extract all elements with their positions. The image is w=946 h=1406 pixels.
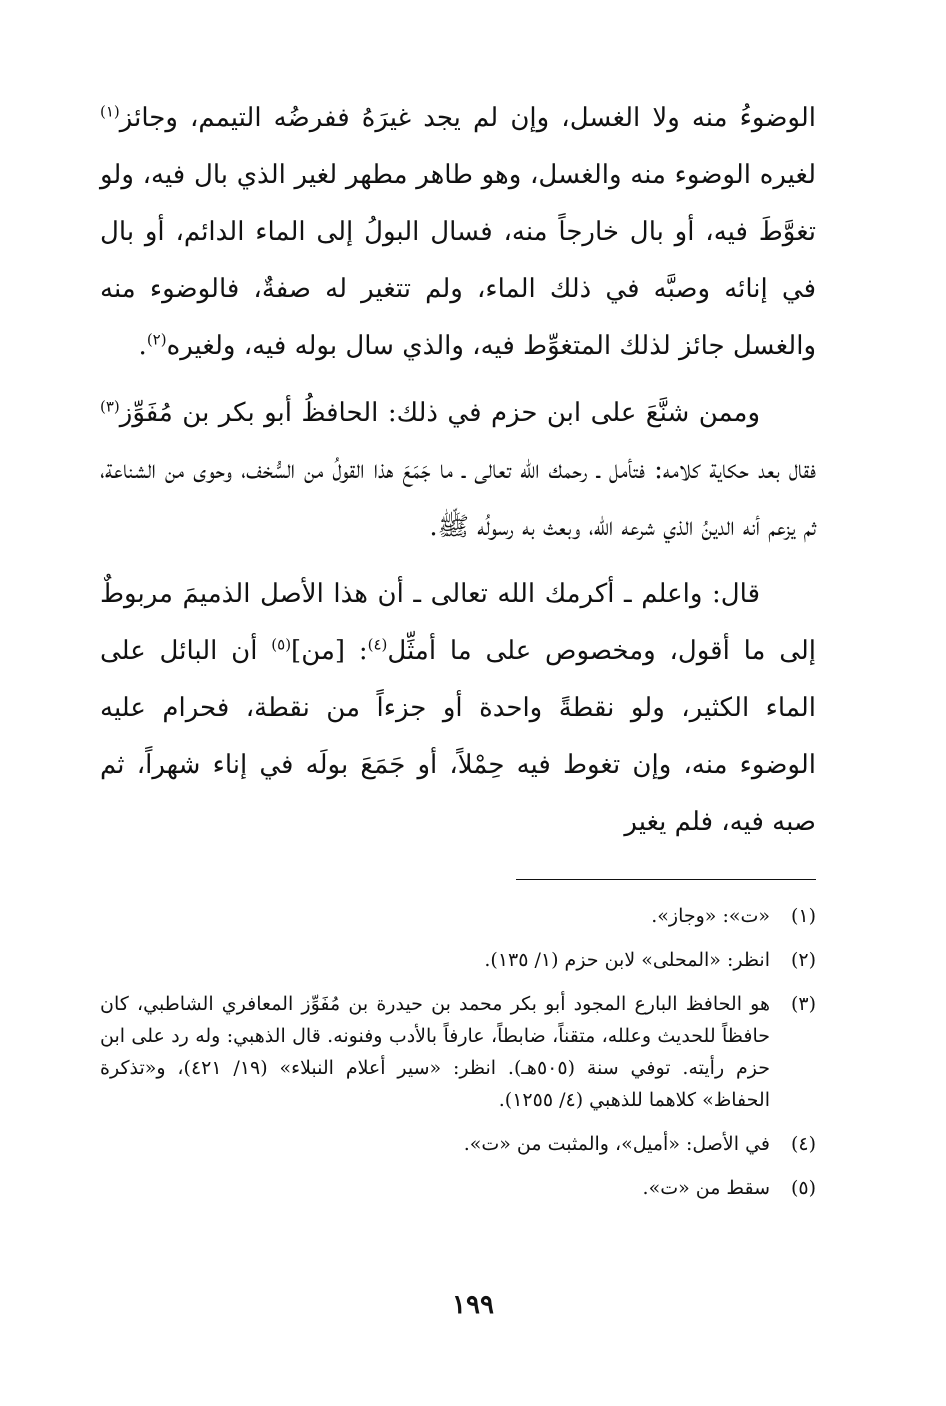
footnote — [100, 1172, 816, 1204]
body-text: قال: واعلم ـ أكرمك الله تعالى ـ أن هذا الأصل الذميمَ مربوطٌ إلى ما أقول، ومخصوص على ما أمثِّل — [100, 579, 817, 666]
body-text: . — [138, 331, 147, 361]
footnote-number: (٤) — [790, 1133, 816, 1155]
footnote-ref: (٥) — [271, 635, 292, 654]
footnote-text: هو الحافظ البارع المجود أبو بكر محمد بن حيدرة بن مُفَوِّز المعافري الشاطبي، كان حافظاً للحديث وعلله، متقناً، ضابطاً، عارفاً بالأدب وفنونه. قال الذهبي: وله رد على ابن حزم رأيته. توفي سنة (٥٠٥هـ). انظر: «سير أعلام النبلاء» (١٩/ ٤٢١)، و«تذكرة الحفاظ» كلاهما للذهبي (٤/ ١٢٥٥). — [100, 993, 770, 1111]
body-text: فقال بعد حكاية كلامه: فتأمل ـ رحمك الله تعالى ـ ما جَمَعَ هذا القولُ من السُّخف، وحوى من الشناعة، ثم يزعم أنه الدينُ الذي شرعه الله، وبعث به رسولُه ﷺ. — [100, 455, 816, 542]
body-text: لغيره الوضوء منه والغسل، وهو طاهر مطهر لغير الذي بال فيه، ولو تغوَّطَ فيه، أو بال خارجاً منه، فسال البولُ إلى الماء الدائم، أو بال في إنائه وصبَّه في ذلك الماء، ولم تتغير له صفةٌ، فالوضوء منه والغسل جائز لذلك المتغوِّط فيه، والذي سال بوله فيه، ولغيره — [100, 160, 816, 361]
footnote-text: سقط من «ت». — [642, 1177, 770, 1199]
body-paragraph — [100, 385, 816, 556]
footnote — [100, 900, 816, 932]
footnote-text: انظر: «المحلى» لابن حزم (١/ ١٣٥). — [484, 949, 770, 971]
footnote-ref: (٤) — [367, 635, 388, 654]
body-text: أن البائل على الماء الكثير، ولو نقطةً واحدة أو جزءاً من نقطة، فحرام عليه الوضوء منه، وإن تغوط فيه حِمْلاً، أو جَمَعَ بولَه في إناء شهراً، ثم صبه فيه، فلم يغير — [100, 636, 816, 837]
footnote-ref: (٣) — [100, 397, 120, 416]
footnote-number: (١) — [790, 905, 816, 927]
footnote-number: (٥) — [790, 1177, 816, 1199]
footnote — [100, 944, 816, 976]
footnote-number: (٣) — [790, 993, 816, 1015]
footnote-divider — [516, 879, 816, 880]
body-paragraph — [100, 90, 816, 375]
page-number: ١٩٩ — [452, 1290, 494, 1320]
main-text — [100, 90, 816, 851]
footnote-ref: (١) — [100, 102, 120, 121]
footnote — [100, 1128, 816, 1160]
footnote-text: في الأصل: «أميل»، والمثبت من «ت». — [463, 1133, 770, 1155]
footnotes — [100, 900, 816, 1216]
footnote — [100, 988, 816, 1116]
footnote-number: (٢) — [790, 949, 816, 971]
body-text: الوضوءُ منه ولا الغسل، وإن لم يجد غيرَهُ ففرضُه التيمم، وجائز — [119, 103, 816, 133]
body-text: : [من] — [291, 636, 368, 666]
footnote-text: «ت»: «وجاز». — [651, 905, 770, 927]
footnote-ref: (٢) — [146, 330, 167, 349]
body-paragraph — [100, 566, 816, 851]
body-text: وممن شنَّعَ على ابن حزم في ذلك: الحافظُ أبو بكر بن مُفَوِّز — [119, 398, 760, 428]
